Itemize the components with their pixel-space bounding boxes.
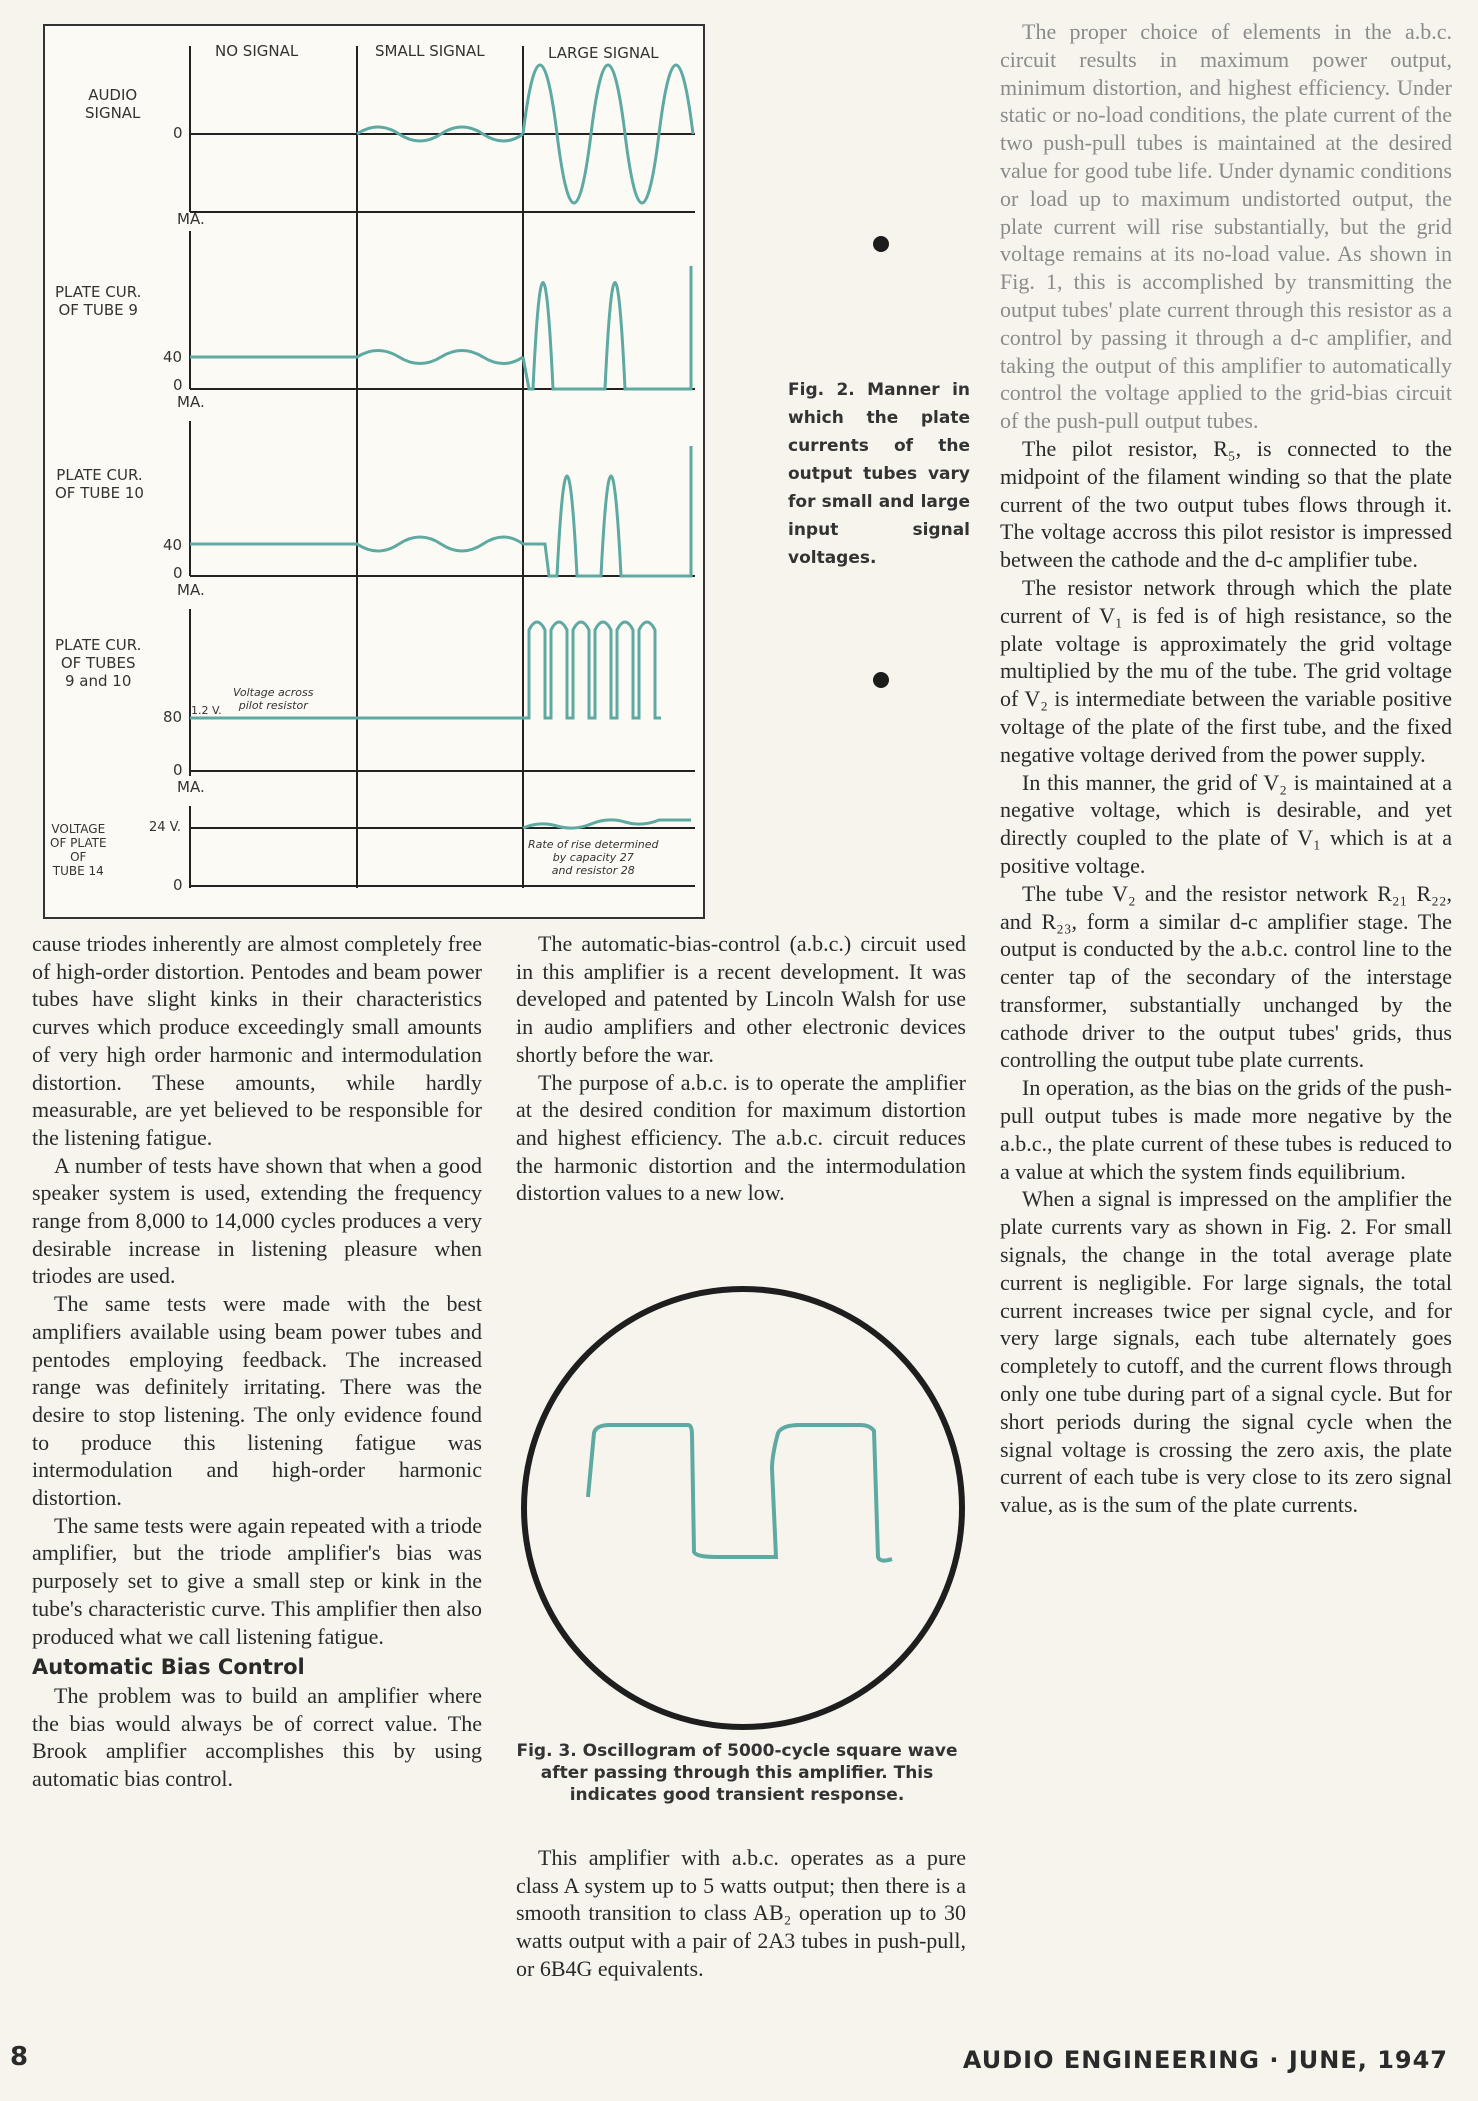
axis-twentyfour: 24 V. bbox=[149, 820, 182, 835]
header-large-signal: LARGE SIGNAL bbox=[548, 44, 659, 62]
col3-paragraph: When a signal is impressed on the amplifier the plate currents vary as shown in Fig. 2. For small signals, the change in the total average plate current is negligible. For large signals, the total current increases twice per signal cycle, and for very large signals, each tube alternately goes completely to cutoff, and the current flows through only one tube during part of a signal cycle. But for short periods during the signal cycle when the signal voltage is crossing the zero axis, the plate current of each tube is very close to its zero signal value, as is the sum of the plate currents. bbox=[1000, 1186, 1452, 1518]
col3-faded-paragraph: The proper choice of elements in the a.b.c. circuit results in maximum power output, minimum distortion, and highest efficiency. Under static or no-load conditions, the plate current of the two push-pull tubes is maintained at the desired value for good tube life. Under dynamic conditions or load up to maximum undistorted output, the plate current will rise substantially, but the grid voltage remains at its no-load value. As shown in Fig. 1, this is accomplished by transmitting the output tubes' plate current through this resistor as a control by passing it through a d-c amplifier, and taking the output of this amplifier to automatically control the voltage applied to the grid-bias circuit of the push-pull output tubes. bbox=[1000, 19, 1452, 434]
column-3 bbox=[1000, 18, 1452, 1519]
page-number: 8 bbox=[10, 2042, 29, 2072]
journal-footer: AUDIO ENGINEERING · JUNE, 1947 bbox=[962, 2046, 1448, 2074]
col2-paragraph: The purpose of a.b.c. is to operate the amplifier at the desired condition for maximum distortion and highest efficiency. The a.b.c. circuit reduces the harmonic distortion and the intermodulation distortion values to a new low. bbox=[516, 1069, 966, 1206]
axis-zero-audio: 0 bbox=[173, 124, 183, 142]
row-label-tube9: PLATE CUR. OF TUBE 9 bbox=[55, 283, 142, 319]
col3-paragraph: The tube V₂ and the resistor network R₂₁ R₂₂, and R₂₃, form a similar d-c amplifier stage. The output is conducted by the a.b.c. control line to the center tap of the secondary of the interstage transformer, substantially unchanged by the cathode driver to the output tubes' grids, thus controlling the output tube plate currents. bbox=[1000, 880, 1452, 1073]
figure-2 bbox=[43, 24, 705, 919]
annotation-pilot: Voltage across pilot resistor bbox=[233, 686, 314, 712]
column-1 bbox=[32, 930, 482, 1793]
axis-zero-t9: 0 bbox=[173, 376, 183, 394]
row-label-audio: AUDIO SIGNAL bbox=[85, 86, 141, 122]
axis-ma-tubes: MA. bbox=[177, 778, 205, 796]
axis-ma-t9: MA. bbox=[177, 393, 205, 411]
row-label-tubes: PLATE CUR. OF TUBES 9 and 10 bbox=[55, 636, 142, 690]
section-heading: Automatic Bias Control bbox=[32, 1655, 305, 1680]
axis-forty-t9: 40 bbox=[163, 348, 183, 366]
col3-paragraph: In this manner, the grid of V₂ is maintained at a negative voltage, which is desirable, and yet directly coupled to the plate of V₁ which is at a positive voltage. bbox=[1000, 769, 1452, 878]
binder-hole bbox=[873, 672, 889, 688]
col1-paragraph: The problem was to build an amplifier where the bias would always be of correct value. The Brook amplifier accomplishes this by using automatic bias control. bbox=[32, 1682, 482, 1792]
square-wave-trace bbox=[588, 1425, 892, 1561]
axis-onetwo: 1.2 V. bbox=[191, 704, 222, 717]
axis-zero-voltage: 0 bbox=[173, 876, 183, 894]
row-label-voltage: VOLTAGE OF PLATE OF TUBE 14 bbox=[50, 822, 107, 878]
figure-3-caption: Fig. 3. Oscillogram of 5000-cycle square wave after passing through this amplifier. This indicates good transient response. bbox=[516, 1741, 958, 1805]
axis-ma-t10: MA. bbox=[177, 581, 205, 599]
col3-paragraph: The pilot resistor, R₅, is connected to the midpoint of the filament winding so that the plate current of the two output tubes flows through it. The voltage accross this pilot resistor is impressed between the cathode and the d-c amplifier tube. bbox=[1000, 435, 1452, 573]
figure-2-caption: Fig. 2. Manner in which the plate currents of the output tubes vary for small and large input signal voltages. bbox=[788, 380, 970, 568]
axis-zero-t10: 0 bbox=[173, 564, 183, 582]
col3-paragraph: The resistor network through which the plate current of V₁ is fed is of high resistance, so the plate voltage is approximately the grid voltage multiplied by the mu of the tube. The grid voltage of V₂ is intermediate between the variable positive voltage of the plate of the first tube, and the fixed negative voltage derived from the power supply. bbox=[1000, 574, 1452, 767]
column-2-top bbox=[516, 930, 966, 1207]
col3-paragraph: In operation, as the bias on the grids of the push-pull output tubes is made more negative by the a.b.c., the plate current of these tubes is reduced to a value at which the system finds equilibrium. bbox=[1000, 1075, 1452, 1184]
axis-ma-audio: MA. bbox=[177, 210, 205, 228]
header-small-signal: SMALL SIGNAL bbox=[375, 42, 485, 60]
col1-paragraph: The same tests were made with the best amplifiers available using beam power tubes and pentodes employing feedback. The increased range was definitely irritating. There was the desire to stop listening. The only evidence found to produce this listening fatigue was intermodulation and high-order harmonic distortion. bbox=[32, 1291, 482, 1511]
column-2-bottom bbox=[516, 1844, 966, 1983]
figure-3-oscillogram bbox=[520, 1285, 966, 1731]
col2-paragraph: This amplifier with a.b.c. operates as a pure class A system up to 5 watts output; then there is a smooth transition to class AB₂ operation up to 30 watts output with a pair of 2A3 tubes in push-pull, or 6B4G equivalents. bbox=[516, 1845, 966, 1981]
col1-paragraph: cause triodes inherently are almost completely free of high-order distortion. Pentodes and beam power tubes have slight kinks in their characteristics curves which produce exceedingly small amounts of very high order harmonic and intermodulation distortion. These amounts, while hardly measurable, are yet believed to be responsible for the listening fatigue. bbox=[32, 931, 482, 1150]
col1-paragraph: A number of tests have shown that when a good speaker system is used, extending the frequency range from 8,000 to 14,000 cycles produces a very desirable increase in listening pleasure when triodes are used. bbox=[32, 1152, 482, 1289]
col1-paragraph: The same tests were again repeated with a triode amplifier, but the triode amplifier's bias was purposely set to give a small step or kink in the tube's characteristic curve. This amplifier then also produced what we call listening fatigue. bbox=[32, 1512, 482, 1649]
row-label-tube10: PLATE CUR. OF TUBE 10 bbox=[55, 466, 144, 502]
annotation-rise: Rate of rise determined by capacity 27 and resistor 28 bbox=[528, 838, 659, 877]
header-no-signal: NO SIGNAL bbox=[215, 42, 299, 60]
col2-paragraph: The automatic-bias-control (a.b.c.) circuit used in this amplifier is a recent development. It was developed and patented by Lincoln Walsh for use in audio amplifiers and other electronic devices shortly before the war. bbox=[516, 931, 966, 1067]
axis-forty-t10: 40 bbox=[163, 536, 183, 554]
axis-zero-tubes: 0 bbox=[173, 761, 183, 779]
binder-hole bbox=[873, 236, 889, 252]
axis-eighty: 80 bbox=[163, 708, 183, 726]
